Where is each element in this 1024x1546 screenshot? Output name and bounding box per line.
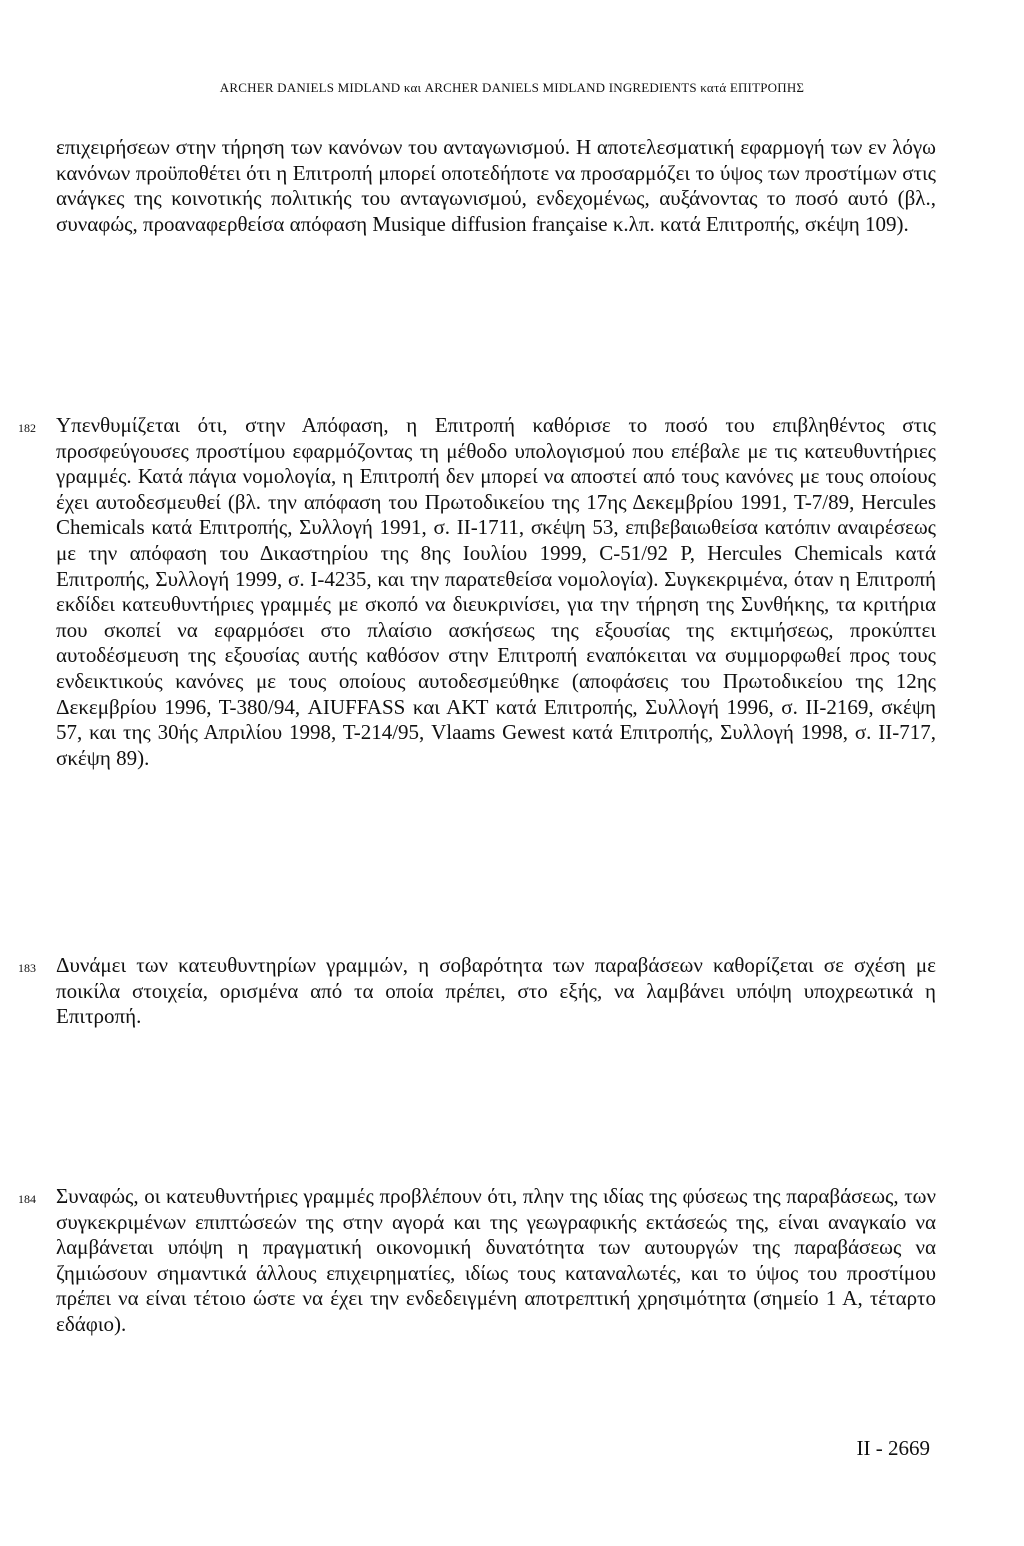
continuation-paragraph: επιχειρήσεων στην τήρηση των κανόνων του ανταγωνισμού. Η αποτελεσματική εφαρμογή των εν λόγω κανόνων προϋποθέτει ότι η Επιτροπή μπορεί οποτεδήποτε να προσαρμόζει το ύψος των προστίμων στις ανάγκες της κοινοτικής πολιτικής του ανταγωνισμού, ενδεχομένως, αυξάνοντας το ποσό αυτό (βλ., συναφώς, προαναφερθείσα απόφαση Musique diffusion française κ.λπ. κατά Επιτροπής, σκέψη 109). xyxy=(56,135,936,236)
paragraph-184: Συναφώς, οι κατευθυντήριες γραμμές προβλέπουν ότι, πλην της ιδίας της φύσεως της παραβάσεως, των συγκεκριμένων επιπτώσεών της στην αγορά και της γεωγραφικής εκτάσεώς της, είναι αναγκαίο να λαμβάνεται υπόψη η πραγματική οικονομική δυνατότητα των αυτουργών της παραβάσεως να ζημιώσουν σημαντικά άλλους επιχειρηματίες, ιδίως τους καταναλωτές, και το ύψος του προστίμου πρέπει να είναι τέτοιο ώστε να έχει την ενδεδειγμένη αποτρεπτική χρησιμότητα (σημείο 1 Α, τέταρτο εδάφιο). xyxy=(56,1184,936,1336)
paragraph-182: Υπενθυμίζεται ότι, στην Απόφαση, η Επιτροπή καθόρισε το ποσό του επιβληθέντος στις προσφεύγουσες προστίμου εφαρμόζοντας τη μέθοδο υπολογισμού που επέβαλε με τις κατευθυντήριες γραμμές. Κατά πάγια νομολογία, η Επιτροπή δεν μπορεί να αποστεί από τους κανόνες με τους οποίους έχει αυτοδεσμευθεί (βλ. την απόφαση του Πρωτοδικείου της 17ης Δεκεμβρίου 1991, Τ-7/89, Hercules Chemicals κατά Επιτροπής, Συλλογή 1991, σ. ΙΙ-1711, σκέψη 53, επιβεβαιωθείσα κατόπιν αναιρέσεως με την απόφαση του Δικαστηρίου της 8ης Ιουλίου 1999, C-51/92 Ρ, Hercules Chemicals κατά Επιτροπής, Συλλογή 1999, σ. Ι-4235, και την παρατεθείσα νομολογία). Συγκεκριμένα, όταν η Επιτροπή εκδίδει κατευθυντήριες γραμμές με σκοπό να διευκρινίσει, για την τήρηση της Συνθήκης, τα κριτήρια που σκοπεί να εφαρμόσει στο πλαίσιο ασκήσεως της εξουσίας της εκτιμήσεως, προκύπτει αυτοδέσμευση της εξουσίας αυτής καθόσον στην Επιτροπή εναπόκειται να συμμορφωθεί προς τους ενδεικτικούς κανόνες με τους οποίους αυτοδεσμεύθηκε (αποφάσεις του Πρωτοδικείου της 12ης Δεκεμβρίου 1996, Τ-380/94, AIUFFASS και ΑΚΤ κατά Επιτροπής, Συλλογή 1996, σ. ΙΙ-2169, σκέψη 57, και της 30ής Απριλίου 1998, Τ-214/95, Vlaams Gewest κατά Επιτροπής, Συλλογή 1998, σ. ΙΙ-717, σκέψη 89). xyxy=(56,413,936,770)
paragraph-183: Δυνάμει των κατευθυντηρίων γραμμών, η σοβαρότητα των παραβάσεων καθορίζεται σε σχέση με ποικίλα στοιχεία, ορισμένα από τα οποία πρέπει, στο εξής, να λαμβάνει υπόψη υποχρεωτικά η Επιτροπή. xyxy=(56,953,936,1029)
paragraph-number-182: 182 xyxy=(18,421,36,435)
paragraph-number-184: 184 xyxy=(18,1192,36,1206)
page-number: II - 2669 xyxy=(856,1436,930,1460)
paragraph-number-183: 183 xyxy=(18,961,36,975)
running-header: ARCHER DANIELS MIDLAND και ARCHER DANIELS MIDLAND INGREDIENTS κατά ΕΠΙΤΡΟΠΗΣ xyxy=(219,80,805,95)
